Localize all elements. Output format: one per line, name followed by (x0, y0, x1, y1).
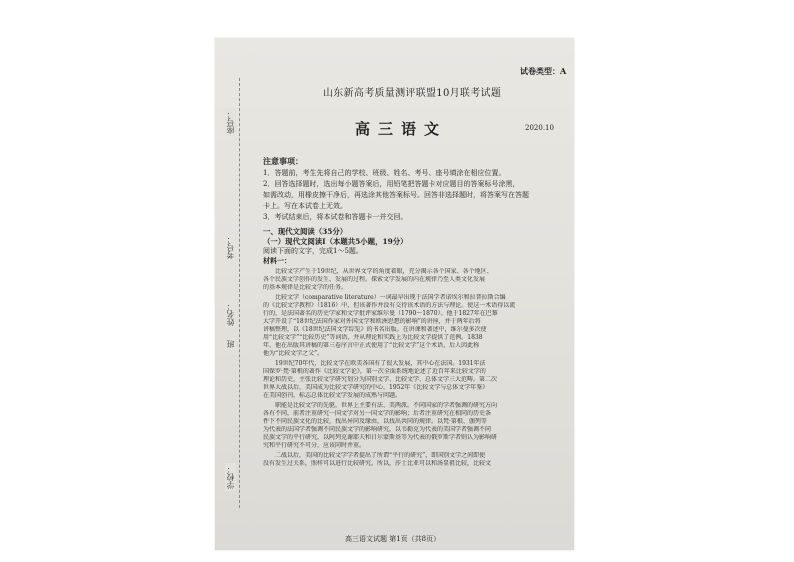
body-line: 各个民族文学创作的发生、发展的过程。探索文学发展的内在规律乃至人类文化发展 (263, 276, 486, 283)
binding-line (239, 78, 240, 508)
reading-instruction: 阅读下面的文字，完成1～5题。 (263, 247, 363, 255)
exam-paper (215, 38, 574, 550)
subsection-heading: （一）现代文阅读Ⅰ（本题共5小题，19分） (263, 237, 408, 246)
body-line: 究和平行研究不可分，应该同时并重。 (263, 442, 366, 449)
section-heading: 一、现代文阅读（35分） (263, 227, 348, 236)
page-footer: 高三语文试题 第1页（共8页） (345, 535, 441, 543)
binding-margin (217, 38, 253, 550)
body-line: 的基本规律是比较文学的任务。 (263, 284, 348, 291)
body-line: 件下不同民族文化的比较，找出异同及缘由，以找出共同的规律。以梵·第根、伽列等 (263, 418, 487, 425)
name-field-label: 姓名： (226, 302, 235, 326)
body-line: 用“比较文学”“比较历史”等词语，并从理论和实践上为比较文学提供了范例。1838 (263, 334, 483, 341)
body-line: 比较文学（comparative literature）一词最早出现于法国学者诺埃尔和拉普拉斯合编 (275, 294, 506, 301)
body-line: 年，他在出版其讲稿的第三卷序言中正式使用了“比较文学”这个术语，后人因此称 (263, 342, 480, 349)
notes-heading: 注意事项： (263, 156, 303, 166)
body-line: 国保罗·梵·第根的著作《比较文学论》，第一次全面系统地论述了近百年来比较文学的 (263, 368, 486, 375)
body-line: 为代表的法国学者强调不同民族文学的影响研究，以韦勒克为代表的美国学者强调不同 (263, 426, 492, 433)
note-item: 3．考试结束后，将本试卷和答题卡一并交回。 (263, 213, 408, 221)
body-line: 民族文学的平行研究，以阿列克谢耶夫和日尔蒙斯基等为代表的俄罗斯学者则认为影响研 (263, 434, 498, 441)
body-line: 没有发生过关系，照样可以进行比较研究。所以，莎士比亚可以和汤显祖比较，比较文 (263, 460, 492, 467)
paper-type-label: 试卷类型：A (520, 66, 567, 76)
exam-number-field-label: 考号： (226, 235, 235, 259)
body-line: 讲稿整理，以《18世纪法国文学综览》的书名出版。在讲课和著述中，维尔曼多次使 (263, 326, 487, 333)
body-line: 大学开设了“18世纪法国作家对外国文学和欧洲思想的影响”的讲座，并于两年后将 (263, 318, 481, 325)
seat-field-label: 座号： (226, 110, 235, 134)
material-label: 材料一： (263, 256, 291, 265)
body-line: 的《比较文学教程》（1816）中，但该著作并没有交待该术语的方法与理论。使这一术语得以流 (263, 302, 516, 309)
body-line: 二战以后，美国的比较文学学者提出了所谓“平行的研究”，即国别文学之间即使 (275, 452, 486, 459)
note-item: 1．答题前，考生先将自己的学校、班级、姓名、考号、座号填涂在相应位置。 (263, 169, 506, 177)
body-line: 各有不同，前者注重研究一国文学对另一国文学的影响；后者注重研究在相同的历史条 (263, 410, 492, 417)
school-field-label: 学校： (226, 465, 235, 489)
exam-title: 山东新高考质量测评联盟10月联考试题 (323, 88, 502, 99)
body-line: 理论和历史，主张比较文学研究划分为国别文学、比较文学、总体文学三大范畴。第二次 (263, 376, 498, 383)
note-item: 如需改动，用橡皮擦干净后，再选涂其他答案标号。回答非选择题时，将答案写在答题 (263, 191, 529, 199)
exam-date: 2020.10 (525, 124, 554, 132)
body-line: 比较文学产生于19世纪，从世界文学的角度着眼，充分揭示各个国家、各个地区、 (275, 268, 493, 275)
body-line: 世界大战以后，美国成为比较文学研究的中心，1952年《比较文学与总体文学年鉴》 (263, 384, 489, 391)
note-item: 卡上。写在本试卷上无效。 (263, 202, 347, 210)
body-line: 他为“比较文学之父”。 (263, 350, 324, 357)
note-item: 2．回答选择题时，选出每小题答案后，用铅笔把答题卡对应题目的答案标号涂黑， (263, 180, 520, 188)
subject-heading: 高三语文 (355, 120, 448, 138)
body-line: 在美国创刊，标志总体比较文学发展的成熟与问题。 (263, 392, 402, 399)
body-line: 19世纪70年代，比较文学在欧美各国有了很大发展，其中心在法国。1931年法 (275, 360, 486, 367)
body-line: 行的，是法国著名的历史学家和文学批评家维尔曼（1790～1870）。他于1827年在巴黎 (263, 310, 498, 317)
body-line: 职能是比较文学的先驱，世界上主要有法、美两派。不同国家的学者强调的研究方向 (275, 402, 498, 409)
class-field-label: 班 (226, 340, 235, 348)
